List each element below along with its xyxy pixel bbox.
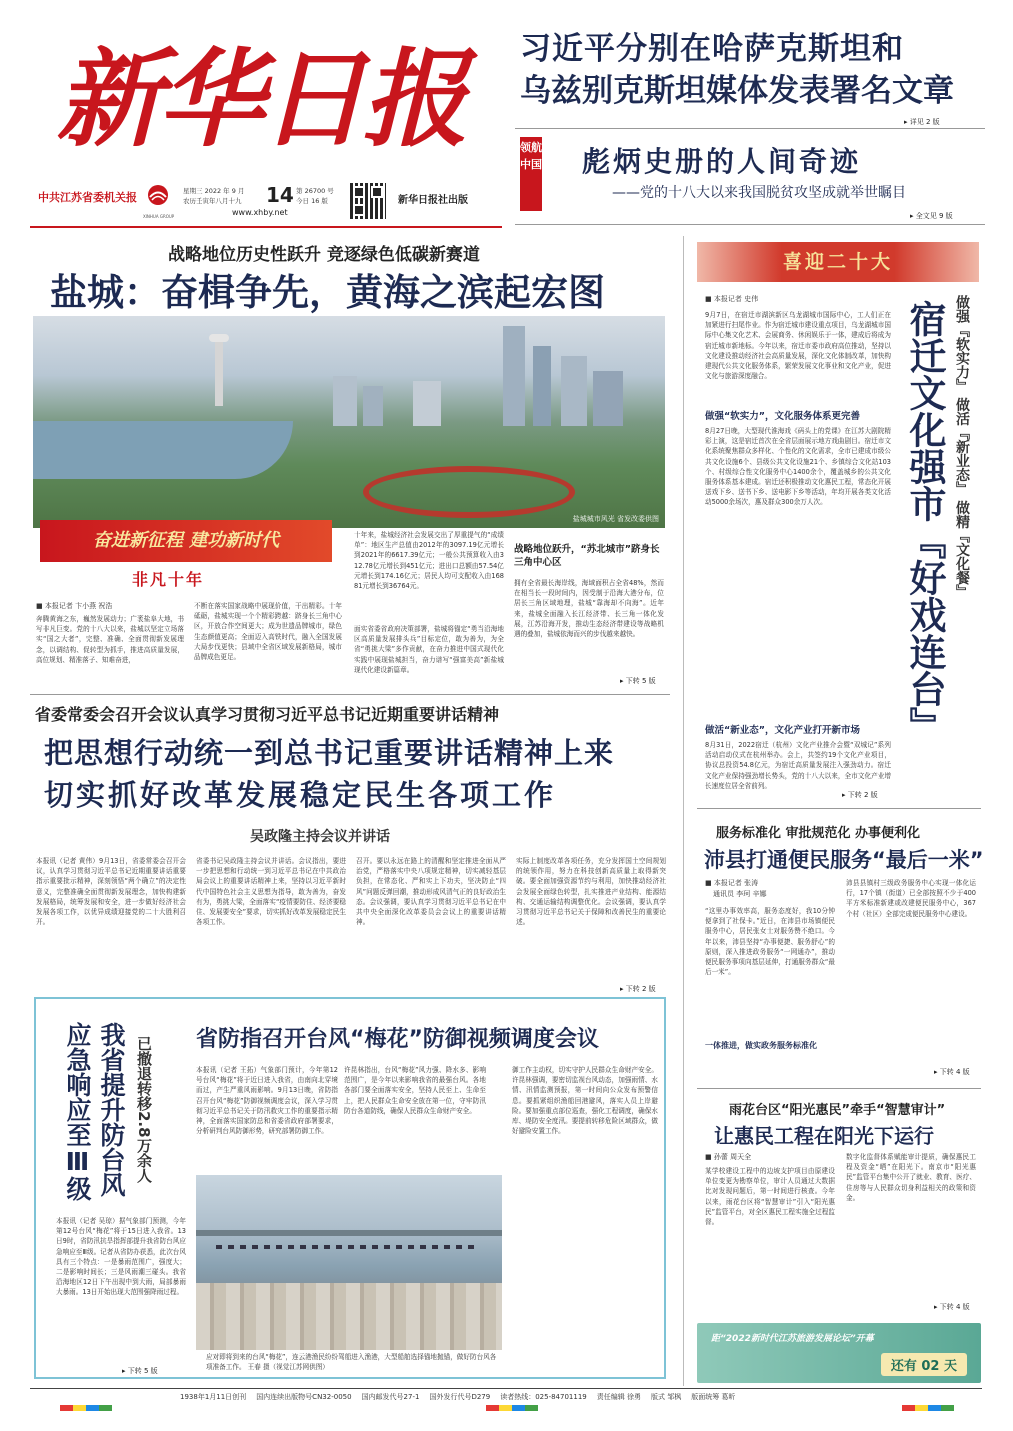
- qr-code[interactable]: [350, 183, 386, 219]
- footer-item: 1938年1月11日创刊: [180, 1393, 247, 1401]
- yancheng-banner: 奋进新征程 建功新时代: [40, 520, 332, 562]
- fangxun-headline[interactable]: 省防指召开台风“梅花”防御视频调度会议: [196, 1027, 599, 1052]
- footer: [180, 1392, 840, 1402]
- footer-color-bar-left: [60, 1405, 112, 1411]
- lingnhang-tag: 领航中国: [520, 137, 542, 211]
- issue-info: [296, 186, 346, 206]
- meeting-kicker: 省委常委会召开会议认真学习贯彻习近平总书记近期重要讲话精神: [35, 705, 500, 724]
- peixian-p2: 沛县县镇村三级政务服务中心实现一体化运行，17个镇（街道）已全部按照不少于400平方米标准新建或改建便民服务中心，367个村（社区）全部完成便民服务中心建设。: [846, 879, 976, 918]
- meeting-line2: 切实抓好改革发展稳定民生各项工作: [44, 778, 557, 812]
- footer-item: 版面统筹 葛昕: [691, 1393, 736, 1401]
- yancheng-headline[interactable]: 盐城：奋楫争先，黄海之滨起宏图: [50, 271, 605, 314]
- footer-item: 责任编辑 徐勇: [596, 1393, 641, 1401]
- meeting-col1: 本报讯（记者 黄伟）9月13日，省委常委会召开会议，认真学习贯彻习近平总书记近期重要讲话重要指示重要批示精神，深刻领悟“两个确立”的决定性意义，完整准确全面贯彻新发展理念，加快构建新发展格局，统筹发展和安全，进一步做好经济社会发展各项工作，以优异成绩迎接党的二十大胜利召开。: [36, 857, 186, 927]
- footer-item: 国外发行代号D279: [429, 1393, 491, 1401]
- website: www.xhby.net: [232, 208, 288, 217]
- yancheng-byline: ■ 本报记者 卞小燕 祝浩: [36, 602, 113, 610]
- xiqian-more[interactable]: ▸ 下转 2 版: [842, 791, 878, 799]
- meeting-col2: 省委书记吴政隆主持会议并讲话。会议指出，要进一步把思想和行动统一到习近平总书记在中共政治局会议上的重要讲话精神上来，坚持以习近平新时代中国特色社会主义思想为指导，敢为善为，奋发有为，勇挑大梁，全面落实“疫情要防住、经济要稳住、发展要安全”要求，切实抓好改革发展稳定民生各项工作。: [196, 857, 346, 927]
- fangxun-photo-caption: 应对即将到来的台风“梅花”，连云港渔民纷纷驾船进入渔港，大型船舶选择锚地抛锚，做好防台风各项准备工作。 王春 摄（视觉江苏网供图）: [206, 1353, 497, 1371]
- issue-line2: 今日 16 版: [296, 197, 328, 205]
- footer-item: 国内邮发代号27-1: [361, 1393, 420, 1401]
- lingnhang-title[interactable]: 彪炳史册的人间奇迹: [582, 145, 862, 178]
- peixian-byline: ■ 本报记者 张涛 通讯员 李珂 辛娜: [705, 879, 767, 898]
- fangxun-vertical-main[interactable]: 我省提升防台风应急响应至Ⅲ级: [63, 1022, 126, 1201]
- xiqian-byline: ■ 本报记者 史伟: [705, 295, 759, 303]
- publisher: 新华日报社出版: [398, 195, 468, 206]
- meeting-col4: 实际上制度改革各项任务，充分发挥国土空间规划的统领作用，努力在科技创新高质量上取得新突破。要全面加强资源节约与利用，加快推动经济社会发展全面绿色转型，扎实推进产业结构、能源结构、交通运输结构调整优化。会议强调，要认真学习贯彻习近平总书记关于保障和改善民生的重要论述。: [516, 857, 666, 927]
- audit-more[interactable]: ▸ 下转 4 版: [934, 1303, 970, 1311]
- fangxun-vertical-side: 已撤退转移2.8万余人: [135, 1036, 153, 1183]
- meeting-more[interactable]: ▸ 下转 2 版: [620, 985, 656, 993]
- date-line: [183, 186, 263, 206]
- peixian-h1: 一体推进，做实政务服务标准化: [705, 1041, 817, 1050]
- xiqian-h1: 做强“软实力”，文化服务体系更完善: [705, 411, 860, 422]
- group-logo-text: XINHUA GROUP: [143, 214, 175, 219]
- top-story-headline[interactable]: [520, 28, 990, 112]
- yancheng-kicker: 战略地位历史性跃升 竞逐绿色低碳新赛道: [168, 245, 480, 265]
- xiqian-vertical-sub: 做强『软实力』 做活『新业态』 做精『文化餐』: [954, 295, 970, 599]
- yancheng-photo: [33, 316, 665, 528]
- fangxun-p-left: 本报讯（记者 吴琼）据气象部门预测，今年第12号台风“梅花”将于15日进入我省。13日9时，省防汛抗旱指挥部提升我省防台风应急响应至Ⅲ级。记者从省防办获悉，此次台风具有三个特点：一是暴雨范围广，强度大；二是影响时间长；三是风雨潮三碰头。我省沿海地区12日下午出现中到大雨，局部暴雨大暴雨。13日开始出现大范围强降雨过程。: [56, 1217, 186, 1297]
- yancheng-col3: 十年来，盐城经济社会发展交出了厚重提气的“成绩单”：地区生产总值由2012年的3097.19亿元增长到2021年的6617.39亿元；一般公共预算收入由312.78亿元增长到451亿元；进出口总额由57.54亿元增长到174.16亿元；居民人均可支配收入由16881元增长到36764元。: [354, 531, 504, 591]
- masthead-org: 中共江苏省委机关报: [38, 191, 137, 204]
- issue-line1: 第 26700 号: [296, 187, 334, 195]
- yancheng-col4: 拥有全省最长海岸线，海域面积占全省48%，然而在相当长一段时间内，因受制于沿海大港分布，位居长三角区域地理，盐城“靠海却不向海”。近年来，盐城全面融入长江经济带、长三角一体化发展，江苏沿海开发，推动生态经济带建设等战略机遇的叠加，盐城依海而兴的步伐越来越快。: [514, 579, 664, 639]
- lingnhang-subtitle: ——党的十八大以来我国脱贫攻坚成就举世瞩目: [612, 185, 906, 201]
- lingnhang-more[interactable]: ▸ 全文见 9 版: [910, 212, 953, 220]
- meeting-line1: 把思想行动统一到总书记重要讲话精神上来: [44, 736, 615, 770]
- xiqian-banner: 喜迎二十大: [697, 242, 979, 282]
- footer-item: 国内连续出版物号CN32-0050: [256, 1393, 352, 1401]
- footer-color-bar-right: [902, 1405, 954, 1411]
- date-line2: 农历壬寅年八月十九: [183, 197, 242, 205]
- top-story-more[interactable]: ▸ 详见 2 版: [904, 118, 940, 126]
- countdown-ad[interactable]: [697, 1323, 981, 1383]
- yancheng-banner-sub: 非凡十年: [132, 570, 205, 589]
- yancheng-photo-caption: 盐城城市风光 省发改委供图: [572, 515, 659, 523]
- xiqian-p1: 9月7日，在宿迁市湖滨新区乌龙湖城市国际中心，工人们正在加紧进行扫尾作业。作为宿迁城市建设重点项目，乌龙湖城市国际中心集文化艺术、会展商务、休闲娱乐于一体，建成后将成为宿迁城市新地标。今年以来，宿迁市委市政府高位推动，坚持以文化建设推动经济社会高质量发展，深化文化体制改革，加快构建现代公共文化服务体系，繁荣发展文化事业和文化产业，促进文化与旅游深度融合。: [705, 311, 891, 381]
- footer-item: 版式 邹枫: [650, 1393, 682, 1401]
- peixian-p1: “这里办事效率高，服务态度好，我10分钟便拿到了社保卡。”近日，在沛县市场镇便民服务中心，居民张女士对服务赞不绝口。今年以来，沛县坚持“办事便捷、服务舒心”的原则，深入推进政务服务“一网通办”，推动便民服务事项向基层延伸，打通服务群众“最后一米”。: [705, 907, 835, 977]
- audit-headline[interactable]: 让惠民工程在阳光下运行: [714, 1124, 934, 1148]
- peixian-more[interactable]: ▸ 下转 4 版: [934, 1068, 970, 1076]
- yancheng-col3b: 面实省委省政府决策部署，盐城将锚定“勇当沿海地区高质量发展排头兵”目标定位，敢为善为，为全省“勇挑大梁”多作贡献，在奋力推进中国式现代化实践中展现盐城担当，奋力谱写“强富美高”新盐城现代化建设新篇章。: [354, 625, 504, 674]
- audit-byline: ■ 孙蕾 周天全: [705, 1153, 752, 1161]
- group-logo: [143, 184, 175, 219]
- group-logo-icon: [143, 184, 173, 212]
- audit-kicker: 雨花台区“阳光惠民”牵手“智慧审计”: [729, 1103, 946, 1118]
- date-line1: 星期三 2022 年 9 月: [183, 187, 245, 195]
- fangxun-p-mid2: 许昆林指出，台风“梅花”风力强、降水多、影响范围广，是今年以来影响我省的最强台风。各地各部门要全面落实安全，坚持人民至上、生命至上，把人民群众生命安全放在第一位，守牢防汛防台各道防线，确保人民群众生命财产安全。: [344, 1066, 486, 1115]
- meeting-col3: 召开。要以永远在路上的清醒和坚定推进全面从严治党，严格落实中央八项规定精神，切实减轻基层负担，在常态化、严和实上下功夫，坚决防止“四风”问题反弹回潮，推动形成风清气正的良好政治生态。会议强调，要认真学习贯彻习近平总书记在中共中央全面深化改革委员会会议上的重要讲话精神。: [356, 857, 506, 927]
- peixian-kicker: 服务标准化 审批规范化 办事便利化: [716, 826, 921, 841]
- xiqian-vertical-head[interactable]: 宿迁文化强市『好戏连台』: [903, 300, 946, 744]
- fangxun-more[interactable]: ▸ 下转 5 版: [122, 1367, 158, 1375]
- meeting-headline[interactable]: [44, 732, 664, 816]
- footer-item: 读者热线：025-84701119: [500, 1393, 587, 1401]
- xiqian-p3: 8月31日，2022宿迁（杭州）文化产业推介会暨“双城记”系列活动启动仪式在杭州举办。会上，共签约19个文化产业项目，协议总投资54.8亿元，为宿迁高质量发展注入强劲动力。宿迁文化产业保持强劲增长势头，党的十八大以来，全市文化产业增长速度位居全省前列。: [705, 741, 891, 790]
- meeting-sub: 吴政隆主持会议并讲话: [250, 829, 390, 845]
- yancheng-col1: 奔腾黄海之东，巍然发展动力；广袤盐阜大地，书写非凡巨变。党的十八大以来，盐城以坚定立场落实“国之大者”，完整、准确、全面贯彻新发展理念，以调结构、促转型为抓手，推进高质量发展，高位规划、精准落子、知难奋进，: [36, 615, 184, 664]
- audit-p2: 数字化监督体系赋能审计提质，确保惠民工程及资金“晒”在阳光下。南京市“阳光惠民”监管平台集中公开了就业、教育、医疗、住房等与人民群众切身利益相关的政策和资金。: [846, 1153, 976, 1202]
- peixian-headline[interactable]: 沛县打通便民服务“最后一米”: [704, 848, 984, 872]
- footer-color-bar-mid: [486, 1405, 538, 1411]
- countdown-value: 还有 02 天: [881, 1353, 967, 1376]
- yancheng-col2: 不断在落实国家战略中展现价值，干出精彩。十年砥砺，盐城实现一个个精彩跨越：跻身长三角中心区，开放合作空间更大；成为世遗品牌城市，绿色生态颜值更高；全面迈入高铁时代，融入全国发展大局步伐更快；县域中全省区域发展新格局，城市品牌成色更足。: [194, 602, 342, 662]
- fangxun-byline: 本报讯（记者 王拓）气象部门预计，今年第12号台风“梅花”将于近日进入我省，由南向北穿境而过，产生严重风雨影响。9月13日晚，省防指召开台风“梅花”防御视频调度会议，深入学习贯彻习近平总书记关于防汛救灾工作的重要指示精神，全面落实国家防总和省委省政府部署要求，分析研判台风防御形势，研究部署防御工作。: [196, 1066, 338, 1136]
- countdown-label: 距“2022新时代江苏旅游发展论坛”开幕: [711, 1334, 874, 1344]
- yancheng-subhead: 战略地位跃升，“苏北城市”跻身长三角中心区: [514, 544, 660, 568]
- xiqian-p2: 8月27日晚，大型现代淮海戏《码头上的党课》在江苏大剧院精彩上演，这是宿迁首次在全省层面展示地方戏曲剧目。宿迁市文化系统聚焦群众多样化、个性化的文化需求，全市已建成市级公共文化设施6个、县级公共文化设施21个、乡镇综合文化站103个、村级综合性文化服务中心1400余个，覆盖城乡的公共文化服务体系基本建成。宿迁还积极推动文化惠民工程，常态化开展送戏下乡、送书下乡、送电影下乡等活动，年均开展各类文化活动5000余场次，惠及群众300余万人次。: [705, 427, 891, 507]
- top-story-line1: 习近平分别在哈萨克斯坦和: [520, 31, 904, 67]
- xiqian-h2: 做活“新业态”，文化产业打开新市场: [705, 725, 860, 736]
- yancheng-more[interactable]: ▸ 下转 5 版: [620, 677, 656, 685]
- fangxun-photo: [196, 1175, 502, 1350]
- audit-p1: 某学校建设工程中的边坡支护项目由原建设单位变更为勘察单位，审计人员通过大数据比对发现问题后，第一时间进行核查。今年以来，雨花台区将“智慧审计”引入“阳光惠民”监管平台，对全区惠民工程实施全过程监督。: [705, 1167, 835, 1227]
- masthead-title: 新华日报: [56, 36, 464, 161]
- day-number: 14: [266, 183, 294, 207]
- top-story-line2: 乌兹别克斯坦媒体发表署名文章: [520, 73, 954, 109]
- fangxun-p-right: 御工作主动权，切实守护人民群众生命财产安全。许昆林强调，要密切监视台风动态，加强雨情、水情、汛情监测预报，第一时间向公众发布预警信息。要抓紧组织渔船回港避风，落实人员上岸避险。要加强重点部位巡查，强化工程调度，确保水库、堤防安全度汛。要提前转移危险区域群众，做好避险安置工作。: [512, 1066, 658, 1136]
